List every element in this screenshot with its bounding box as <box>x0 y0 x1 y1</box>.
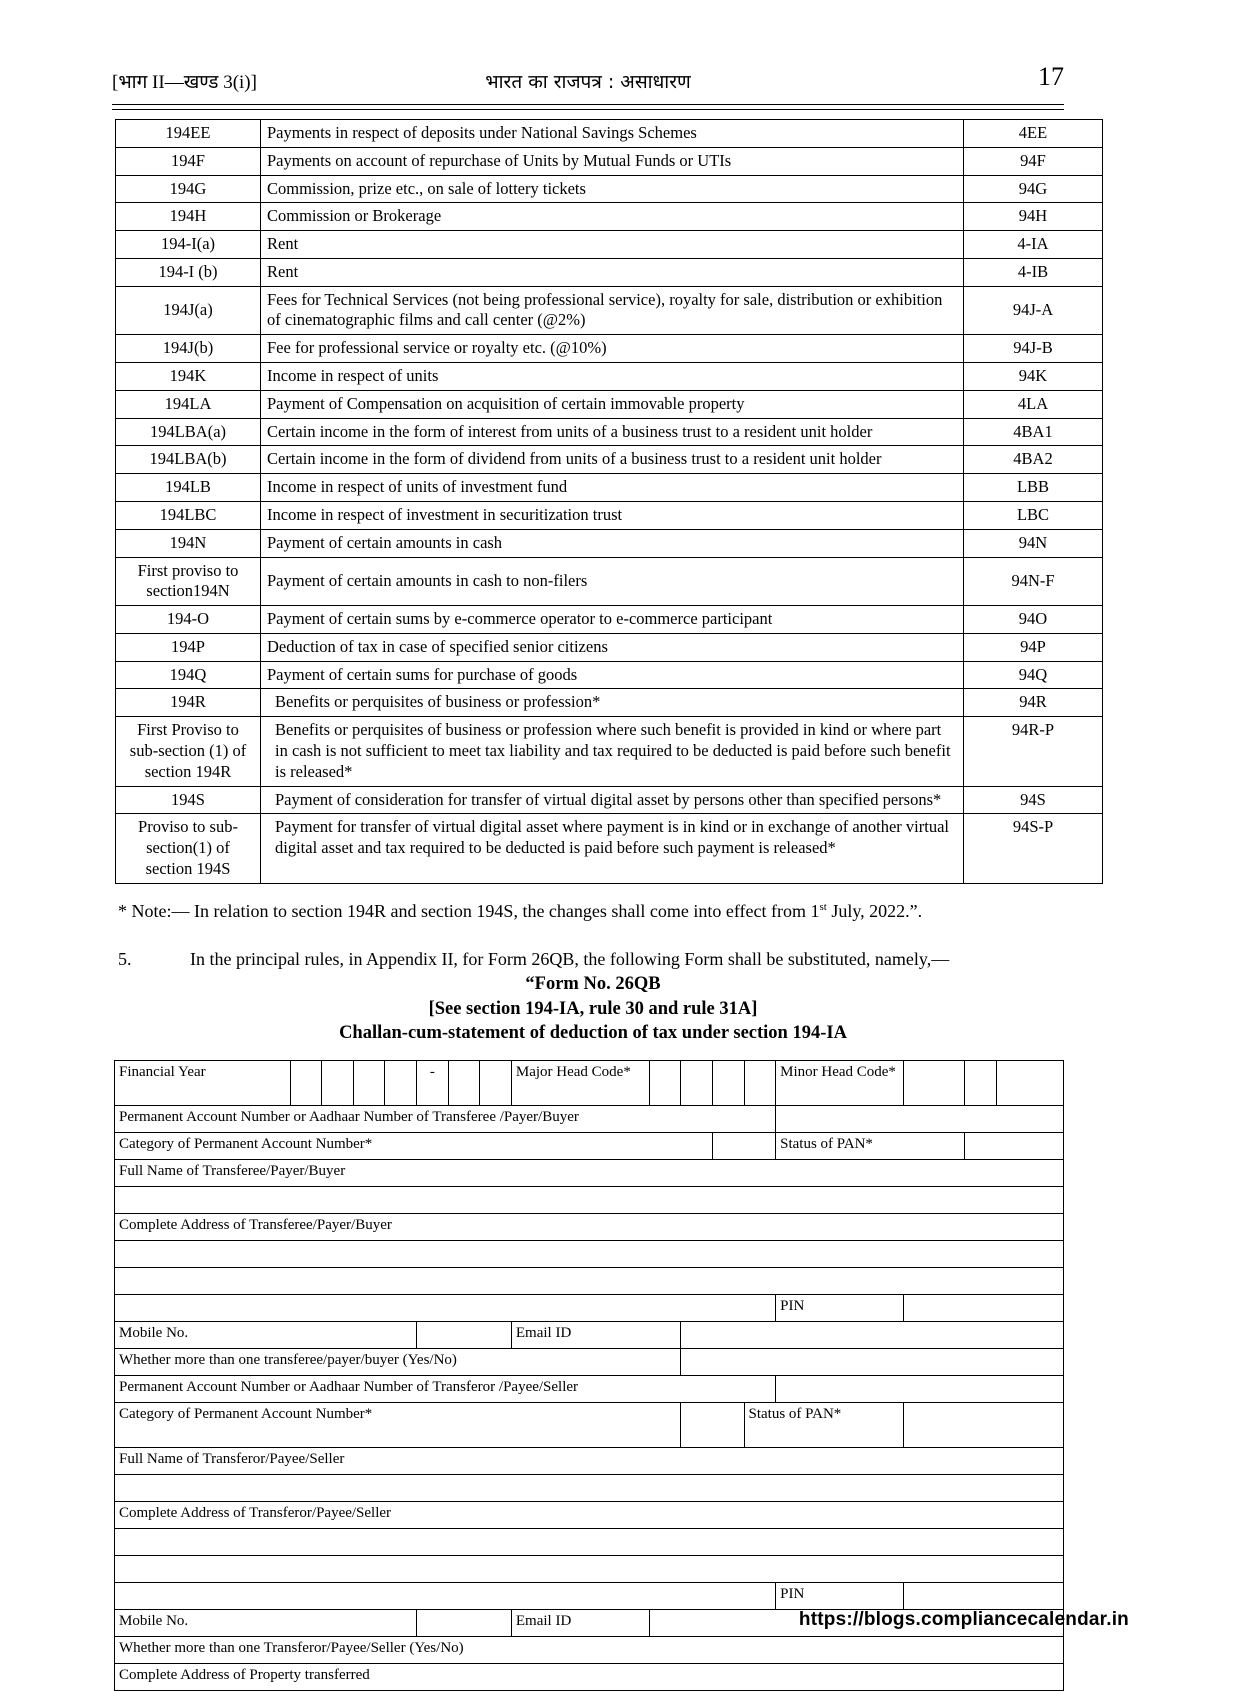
address-transferor-line-2[interactable] <box>115 1556 1064 1583</box>
form-row-pin-transferor <box>115 1583 1064 1610</box>
form-row-address-transferee-line2 <box>115 1268 1064 1295</box>
cell-code: 94S-P <box>964 814 1103 883</box>
cell-section: 194J(a) <box>116 286 261 335</box>
table-row <box>116 557 1103 606</box>
cell-nature: Payment of certain sums for purchase of goods <box>261 661 964 689</box>
mobile-label: Mobile No. <box>115 1322 417 1349</box>
cell-nature: Payments on account of repurchase of Units by Mutual Funds or UTIs <box>261 147 964 175</box>
form-row-contact-transferee <box>115 1322 1064 1349</box>
financial-year-label: Financial Year <box>115 1061 291 1106</box>
major-head-box-4[interactable] <box>744 1061 776 1106</box>
cell-nature: Payment of certain amounts in cash <box>261 529 964 557</box>
email-label-transferor: Email ID <box>511 1610 649 1637</box>
cell-code: 94J-B <box>964 335 1103 363</box>
more-than-one-transferor-label: Whether more than one Transferor/Payee/Seller (Yes/No) <box>115 1637 1064 1664</box>
cell-nature: Benefits or perquisites of business or profession* <box>261 689 964 717</box>
cell-code: 4LA <box>964 390 1103 418</box>
form-row-category-pan-transferor <box>115 1403 1064 1448</box>
cell-section: 194LB <box>116 474 261 502</box>
form-row-address-transferee-label <box>115 1214 1064 1241</box>
form-body <box>115 1061 1064 1691</box>
cell-section: 194N <box>116 529 261 557</box>
cell-section: 194-I (b) <box>116 258 261 286</box>
pin-label: PIN <box>776 1295 904 1322</box>
cell-section: 194Q <box>116 661 261 689</box>
cell-section: 194-O <box>116 606 261 634</box>
cell-section: 194LBC <box>116 501 261 529</box>
cell-nature: Certain income in the form of interest from units of a business trust to a resident unit holder <box>261 418 964 446</box>
major-head-code-label: Major Head Code* <box>511 1061 649 1106</box>
table-row <box>116 418 1103 446</box>
status-of-pan-label: Status of PAN* <box>776 1133 965 1160</box>
cell-code: 94N <box>964 529 1103 557</box>
page-number: 17 <box>1038 62 1064 91</box>
cell-nature: Payment of consideration for transfer of virtual digital asset by persons other than specified persons* <box>261 786 964 814</box>
fy-box-1[interactable] <box>290 1061 322 1106</box>
minor-head-code-label: Minor Head Code* <box>776 1061 904 1106</box>
cell-nature: Payment of Compensation on acquisition of certain immovable property <box>261 390 964 418</box>
minor-head-box-3[interactable] <box>996 1061 1063 1106</box>
cell-section: First proviso to section194N <box>116 557 261 606</box>
mobile-input[interactable] <box>417 1322 512 1349</box>
category-pan-transferor-label: Category of Permanent Account Number* <box>115 1403 681 1448</box>
form-subtitle: Challan-cum-statement of deduction of tax under section 194-IA <box>339 1023 847 1043</box>
cell-section: 194F <box>116 147 261 175</box>
cell-section: Proviso to sub-section(1) of section 194S <box>116 814 261 883</box>
running-header <box>112 62 1064 102</box>
address-transferor-line-1[interactable] <box>115 1529 1064 1556</box>
address-transferee-line-3[interactable] <box>115 1295 776 1322</box>
form-row-pan-transferor <box>115 1376 1064 1403</box>
address-transferee-line-2[interactable] <box>115 1268 1064 1295</box>
table-row <box>116 814 1103 883</box>
clause-text: In the principal rules, in Appendix II, for Form 26QB, the following Form shall be substituted, namely,— <box>190 949 950 969</box>
footnote-194r-194s <box>118 899 1068 924</box>
category-pan-input[interactable] <box>712 1133 775 1160</box>
cell-section: 194J(b) <box>116 335 261 363</box>
pin-input[interactable] <box>903 1295 1063 1322</box>
table-row <box>116 717 1103 786</box>
form-row-address-transferor-line1 <box>115 1529 1064 1556</box>
cell-code: 94Q <box>964 661 1103 689</box>
cell-nature: Payments in respect of deposits under National Savings Schemes <box>261 120 964 148</box>
cell-section: 194LBA(b) <box>116 446 261 474</box>
mobile-transferor-input[interactable] <box>417 1610 512 1637</box>
cell-section: 194-I(a) <box>116 231 261 259</box>
cell-code: 94P <box>964 633 1103 661</box>
note-ordinal-suffix: st <box>819 901 827 913</box>
minor-head-box-1[interactable] <box>903 1061 964 1106</box>
cell-code: 4-IB <box>964 258 1103 286</box>
fy-box-6[interactable] <box>480 1061 512 1106</box>
mobile-label-transferor: Mobile No. <box>115 1610 417 1637</box>
cell-code: 4EE <box>964 120 1103 148</box>
pan-transferor-label: Permanent Account Number or Aadhaar Number of Transferor /Payee/Seller <box>115 1376 776 1403</box>
cell-section: 194LA <box>116 390 261 418</box>
email-label: Email ID <box>511 1322 680 1349</box>
cell-nature: Commission or Brokerage <box>261 203 964 231</box>
table-row <box>116 231 1103 259</box>
form-row-pan-transferee <box>115 1106 1064 1133</box>
source-watermark: https://blogs.compliancecalendar.in <box>798 1609 1129 1630</box>
cell-section: 194P <box>116 633 261 661</box>
fy-box-3[interactable] <box>353 1061 385 1106</box>
clause-5 <box>118 946 1068 972</box>
cell-nature: Payment of certain amounts in cash to non-filers <box>261 557 964 606</box>
tds-section-code-table <box>115 119 1103 884</box>
table-row <box>116 203 1103 231</box>
full-name-transferor-label: Full Name of Transferor/Payee/Seller <box>115 1448 1064 1475</box>
cell-code: 4BA1 <box>964 418 1103 446</box>
cell-nature: Deduction of tax in case of specified senior citizens <box>261 633 964 661</box>
cell-nature: Payment of certain sums by e-commerce operator to e-commerce participant <box>261 606 964 634</box>
note-suffix: July, 2022.”. <box>826 901 923 921</box>
address-transferor-line-3[interactable] <box>115 1583 776 1610</box>
table-row <box>116 363 1103 391</box>
table-row <box>116 529 1103 557</box>
full-name-transferee-input[interactable] <box>115 1187 1064 1214</box>
cell-section: 194S <box>116 786 261 814</box>
form-row-full-name-transferee-label <box>115 1160 1064 1187</box>
form-row-category-pan-transferee <box>115 1133 1064 1160</box>
cell-nature: Income in respect of investment in securitization trust <box>261 501 964 529</box>
table-row <box>116 390 1103 418</box>
fy-separator: - <box>417 1061 449 1106</box>
header-divider <box>112 104 1064 110</box>
cell-code: 94S <box>964 786 1103 814</box>
complete-address-property-label: Complete Address of Property transferred <box>115 1664 1064 1691</box>
table-row <box>116 786 1103 814</box>
more-than-one-transferee-input[interactable] <box>681 1349 1064 1376</box>
pan-transferee-input[interactable] <box>776 1106 1064 1133</box>
cell-nature: Income in respect of units <box>261 363 964 391</box>
form-row-pin-transferee <box>115 1295 1064 1322</box>
cell-nature: Rent <box>261 258 964 286</box>
full-name-transferor-input[interactable] <box>115 1475 1064 1502</box>
cell-section: 194R <box>116 689 261 717</box>
pan-transferor-input[interactable] <box>776 1376 1064 1403</box>
clause-number: 5. <box>118 949 132 969</box>
form-row-property-address-label <box>115 1664 1064 1691</box>
note-prefix: * Note:— In relation to section 194R and section 194S, the changes shall come into effect from 1 <box>118 901 820 921</box>
form-title: “Form No. 26QB <box>525 974 661 994</box>
complete-address-transferor-label: Complete Address of Transferor/Payee/Seller <box>115 1502 1064 1529</box>
category-pan-label: Category of Permanent Account Number* <box>115 1133 713 1160</box>
cell-code: 94O <box>964 606 1103 634</box>
cell-section: 194H <box>116 203 261 231</box>
cell-nature: Rent <box>261 231 964 259</box>
status-of-pan-input[interactable] <box>964 1133 1063 1160</box>
cell-section: 194G <box>116 175 261 203</box>
form-see-section: [See section 194-IA, rule 30 and rule 31A] <box>428 999 758 1019</box>
table-row <box>116 286 1103 335</box>
cell-section: 194K <box>116 363 261 391</box>
cell-nature: Commission, prize etc., on sale of lottery tickets <box>261 175 964 203</box>
table-row <box>116 120 1103 148</box>
address-transferee-line-1[interactable] <box>115 1241 1064 1268</box>
table-row <box>116 606 1103 634</box>
pin-label-transferor: PIN <box>776 1583 904 1610</box>
form-row-multi-transferor <box>115 1637 1064 1664</box>
cell-code: 94F <box>964 147 1103 175</box>
cell-section: 194EE <box>116 120 261 148</box>
more-than-one-transferee-label: Whether more than one transferee/payer/buyer (Yes/No) <box>115 1349 681 1376</box>
table-row <box>116 474 1103 502</box>
form-row-financial-year <box>115 1061 1064 1106</box>
category-pan-transferor-input[interactable] <box>681 1403 744 1448</box>
cell-code: 94J-A <box>964 286 1103 335</box>
cell-code: 94N-F <box>964 557 1103 606</box>
cell-nature: Payment for transfer of virtual digital asset where payment is in kind or in exchange of another virtual digital asset and tax required to be deducted is paid before such payment is released* <box>261 814 964 883</box>
cell-code: 94K <box>964 363 1103 391</box>
table-row <box>116 689 1103 717</box>
cell-code: 94R <box>964 689 1103 717</box>
cell-nature: Certain income in the form of dividend from units of a business trust to a resident unit holder <box>261 446 964 474</box>
gazette-title-hindi: भारत का राजपत्र : असाधारण <box>485 71 691 93</box>
major-head-box-1[interactable] <box>649 1061 681 1106</box>
cell-nature: Fees for Technical Services (not being professional service), royalty for sale, distribution or exhibition of cinematographic films and call center (@2%) <box>261 286 964 335</box>
pan-transferee-label: Permanent Account Number or Aadhaar Number of Transferee /Payer/Buyer <box>115 1106 776 1133</box>
fy-box-4[interactable] <box>385 1061 417 1106</box>
form-row-address-transferor-line2 <box>115 1556 1064 1583</box>
cell-nature: Benefits or perquisites of business or profession where such benefit is provided in kind or where part in cash is not sufficient to meet tax liability and tax required to be deducted is paid before such benefit is released* <box>261 717 964 786</box>
major-head-box-2[interactable] <box>681 1061 713 1106</box>
fy-box-5[interactable] <box>448 1061 480 1106</box>
form-row-multi-transferee <box>115 1349 1064 1376</box>
table-row <box>116 335 1103 363</box>
major-head-box-3[interactable] <box>712 1061 744 1106</box>
cell-nature: Fee for professional service or royalty etc. (@10%) <box>261 335 964 363</box>
cell-code: LBB <box>964 474 1103 502</box>
cell-section: First Proviso to sub-section (1) of section 194R <box>116 717 261 786</box>
full-name-transferee-label: Full Name of Transferee/Payer/Buyer <box>115 1160 1064 1187</box>
minor-head-box-2[interactable] <box>964 1061 996 1106</box>
table-row <box>116 633 1103 661</box>
form-row-full-name-transferee-input <box>115 1187 1064 1214</box>
form-row-address-transferee-line1 <box>115 1241 1064 1268</box>
cell-code: 4-IA <box>964 231 1103 259</box>
status-of-pan-transferor-input[interactable] <box>903 1403 1063 1448</box>
table-body <box>116 120 1103 884</box>
fy-box-2[interactable] <box>322 1061 354 1106</box>
cell-code: 94H <box>964 203 1103 231</box>
pin-transferor-input[interactable] <box>903 1583 1063 1610</box>
table-row <box>116 501 1103 529</box>
status-of-pan-transferor-label: Status of PAN* <box>744 1403 903 1448</box>
table-row <box>116 147 1103 175</box>
cell-code: 94G <box>964 175 1103 203</box>
table-row <box>116 446 1103 474</box>
form-row-full-name-transferor-label <box>115 1448 1064 1475</box>
form-row-address-transferor-label <box>115 1502 1064 1529</box>
table-row <box>116 258 1103 286</box>
table-row <box>116 661 1103 689</box>
cell-nature: Income in respect of units of investment fund <box>261 474 964 502</box>
form-26qb-grid <box>114 1060 1064 1691</box>
cell-code: LBC <box>964 501 1103 529</box>
cell-section: 194LBA(a) <box>116 418 261 446</box>
cell-code: 4BA2 <box>964 446 1103 474</box>
cell-code: 94R-P <box>964 717 1103 786</box>
gazette-part-label: [भाग II—खण्ड 3(i)] <box>112 72 257 93</box>
email-input[interactable] <box>681 1322 1064 1349</box>
table-row <box>116 175 1103 203</box>
form-row-full-name-transferor-input <box>115 1475 1064 1502</box>
complete-address-transferee-label: Complete Address of Transferee/Payer/Buyer <box>115 1214 1064 1241</box>
